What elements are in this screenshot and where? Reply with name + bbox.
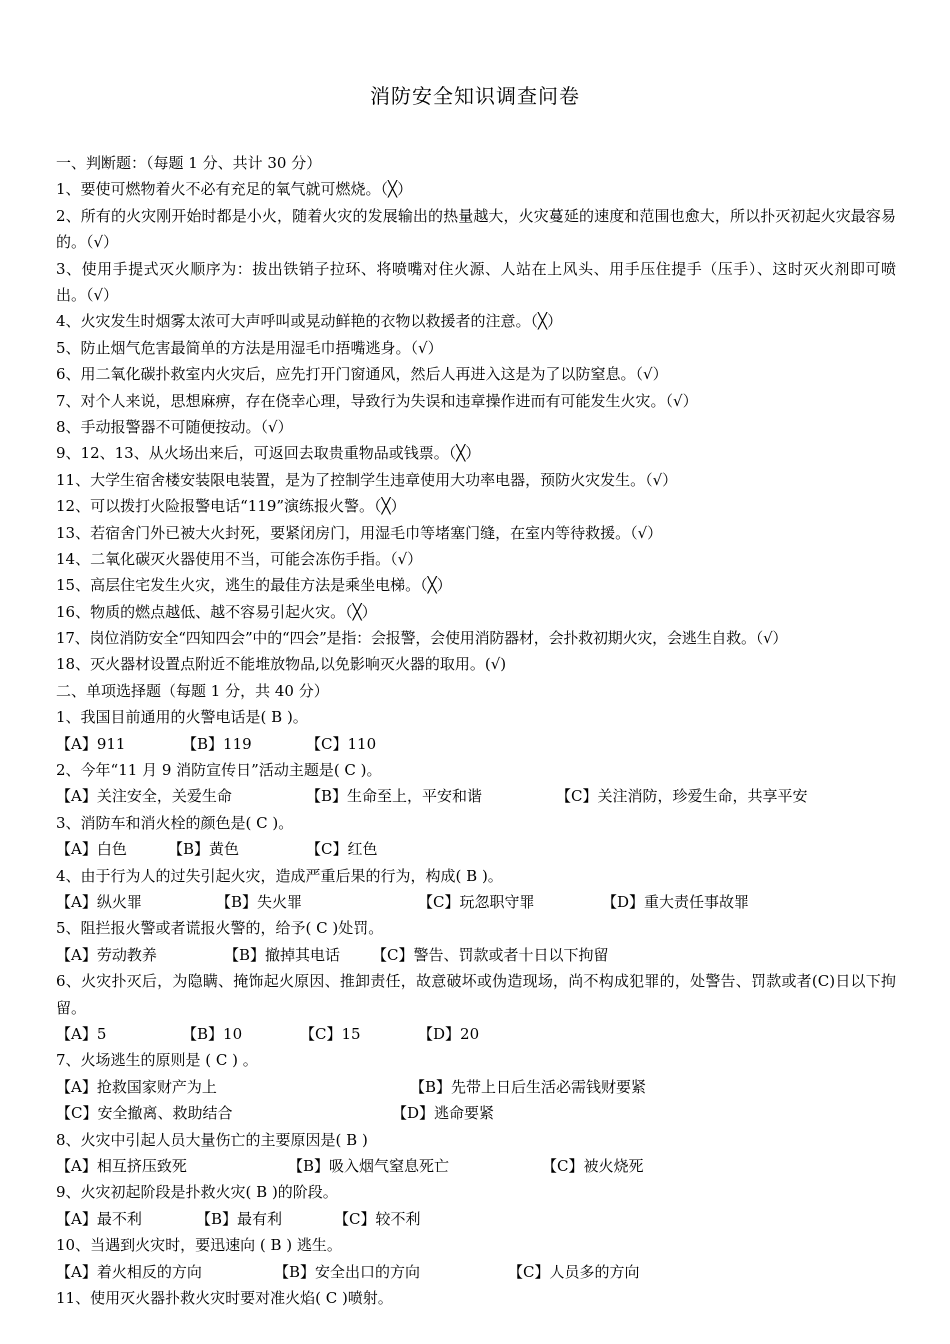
option: 【C】人员多的方向 bbox=[508, 1262, 640, 1281]
question: 9、火灾初起阶段是扑救火灾( B )的阶段。 bbox=[56, 1183, 338, 1202]
tf-item: 16、物质的燃点越低、越不容易引起火灾。（╳） bbox=[56, 602, 377, 621]
tf-item: 2、所有的火灾刚开始时都是小火，随着火灾的发展输出的热量越大，火灾蔓延的速度和范围也愈大，所以扑灭初起火灾最容易的。（√） bbox=[56, 206, 896, 252]
section-heading-true-false: 一、判断题：（每题 1 分、共计 30 分） bbox=[56, 154, 322, 172]
option: 【A】白色 bbox=[56, 840, 127, 859]
option: 【C】较不利 bbox=[334, 1209, 421, 1228]
option-row bbox=[56, 1074, 896, 1100]
option-row bbox=[56, 1021, 896, 1047]
question: 1、我国目前通用的火警电话是( B )。 bbox=[56, 708, 308, 727]
question: 4、由于行为人的过失引起火灾，造成严重后果的行为，构成( B )。 bbox=[56, 866, 503, 885]
option: 【D】20 bbox=[418, 1024, 480, 1043]
tf-item: 18、灭火器材设置点附近不能堆放物品,以免影响灭火器的取用。(√) bbox=[56, 655, 507, 674]
tf-item: 4、火灾发生时烟雾太浓可大声呼叫或晃动鲜艳的衣物以救援者的注意。（╳） bbox=[56, 312, 563, 331]
question: 6、火灾扑灭后，为隐瞒、掩饰起火原因、推卸责任，故意破坏或伪造现场，尚不构成犯罪的，处警告、罚款或者(C)日以下拘留。 bbox=[56, 972, 896, 1017]
option: 【D】重大责任事故罪 bbox=[602, 893, 750, 911]
question: 11、使用灭火器扑救火灾时要对准火焰( C )喷射。 bbox=[56, 1288, 393, 1307]
option: 【C】红色 bbox=[306, 840, 378, 859]
option-row bbox=[56, 836, 896, 862]
tf-item: 5、防止烟气危害最简单的方法是用湿毛巾捂嘴逃身。（√） bbox=[56, 338, 443, 357]
option: 【B】先带上日后生活必需钱财要紧 bbox=[410, 1077, 647, 1096]
question: 3、消防车和消火栓的颜色是( C )。 bbox=[56, 813, 294, 832]
question: 2、今年“11 月 9 消防宣传日”活动主题是( C )。 bbox=[56, 761, 382, 780]
questionnaire-body bbox=[56, 150, 896, 1311]
option: 【D】逃命要紧 bbox=[392, 1104, 495, 1123]
option: 【A】5 bbox=[56, 1024, 107, 1043]
option: 【B】最有利 bbox=[196, 1209, 283, 1228]
tf-item: 6、用二氧化碳扑救室内火灾后，应先打开门窗通风，然后人再进入这是为了以防窒息。（√） bbox=[56, 365, 668, 384]
question: 5、阻拦报火警或者谎报火警的，给予( C )处罚。 bbox=[56, 919, 384, 938]
option: 【C】玩忽职守罪 bbox=[418, 893, 535, 911]
tf-item: 7、对个人来说，思想麻痹，存在侥幸心理，导致行为失误和违章操作进而有可能发生火灾。（√） bbox=[56, 391, 698, 410]
question: 8、火灾中引起人员大量伤亡的主要原因是( B ) bbox=[56, 1130, 368, 1149]
option: 【A】着火相反的方向 bbox=[56, 1262, 202, 1281]
option: 【B】撤掉其电话 bbox=[224, 945, 341, 964]
option: 【A】911 bbox=[56, 734, 126, 753]
option-row bbox=[56, 1153, 896, 1179]
page-title: 消防安全知识调查问卷 bbox=[370, 84, 580, 108]
option: 【C】被火烧死 bbox=[542, 1156, 644, 1175]
option: 【B】失火罪 bbox=[216, 893, 303, 911]
option: 【C】15 bbox=[300, 1024, 361, 1043]
tf-item: 8、手动报警器不可随便按动。（√） bbox=[56, 417, 293, 436]
question: 10、当遇到火灾时，要迅速向 ( B ) 逃生。 bbox=[56, 1236, 342, 1255]
tf-item: 15、高层住宅发生火灾，逃生的最佳方法是乘坐电梯。（╳） bbox=[56, 576, 452, 595]
option: 【A】纵火罪 bbox=[56, 893, 142, 911]
question: 7、火场逃生的原则是 ( C ) 。 bbox=[56, 1051, 258, 1070]
option-row bbox=[56, 942, 896, 968]
option: 【B】黄色 bbox=[168, 840, 240, 859]
tf-item: 12、可以拨打火险报警电话“119”演练报火警。（╳） bbox=[56, 497, 406, 516]
option: 【C】警告、罚款或者十日以下拘留 bbox=[372, 945, 609, 964]
option: 【C】关注消防，珍爱生命，共享平安 bbox=[556, 787, 808, 806]
option-row bbox=[56, 731, 896, 757]
section-heading-single-choice: 二、单项选择题（每题 1 分，共 40 分） bbox=[56, 681, 329, 700]
tf-item: 14、二氧化碳灭火器使用不当，可能会冻伤手指。（√） bbox=[56, 549, 423, 568]
option: 【C】110 bbox=[306, 734, 377, 753]
option: 【B】生命至上，平安和谐 bbox=[306, 787, 483, 806]
tf-item: 1、要使可燃物着火不必有充足的氧气就可燃烧。（╳） bbox=[56, 180, 413, 199]
tf-item: 13、若宿舍门外已被大火封死，要紧闭房门，用湿毛巾等堵塞门缝，在室内等待救援。（√） bbox=[56, 523, 663, 542]
tf-item: 3、使用手提式灭火顺序为：拔出铁销子拉环、将喷嘴对住火源、人站在上风头、用手压住提手（压手）、这时灭火剂即可喷出。（√） bbox=[56, 259, 896, 304]
option: 【A】关注安全，关爱生命 bbox=[56, 787, 232, 806]
option: 【A】最不利 bbox=[56, 1209, 142, 1228]
option: 【B】10 bbox=[182, 1024, 243, 1043]
option-row bbox=[56, 783, 896, 809]
option: 【A】相互挤压致死 bbox=[56, 1156, 187, 1175]
option-row bbox=[56, 1100, 896, 1126]
tf-item: 9、12、13、从火场出来后，可返回去取贵重物品或钱票。（╳） bbox=[56, 444, 481, 463]
option: 【C】安全撤离、救助结合 bbox=[56, 1104, 233, 1123]
tf-item: 11、大学生宿舍楼安装限电装置，是为了控制学生违章使用大功率电器，预防火灾发生。（√） bbox=[56, 470, 678, 489]
option: 【B】安全出口的方向 bbox=[274, 1262, 421, 1281]
option-row bbox=[56, 1259, 896, 1285]
option-row bbox=[56, 1206, 896, 1232]
option: 【A】抢救国家财产为上 bbox=[56, 1077, 217, 1096]
option: 【B】吸入烟气窒息死亡 bbox=[288, 1156, 450, 1175]
option: 【A】劳动教养 bbox=[56, 945, 157, 964]
option-row bbox=[56, 889, 896, 915]
option: 【B】119 bbox=[182, 734, 252, 753]
tf-item: 17、岗位消防安全“四知四会”中的“四会”是指：会报警，会使用消防器材，会扑救初期火灾，会逃生自救。（√） bbox=[56, 629, 788, 648]
